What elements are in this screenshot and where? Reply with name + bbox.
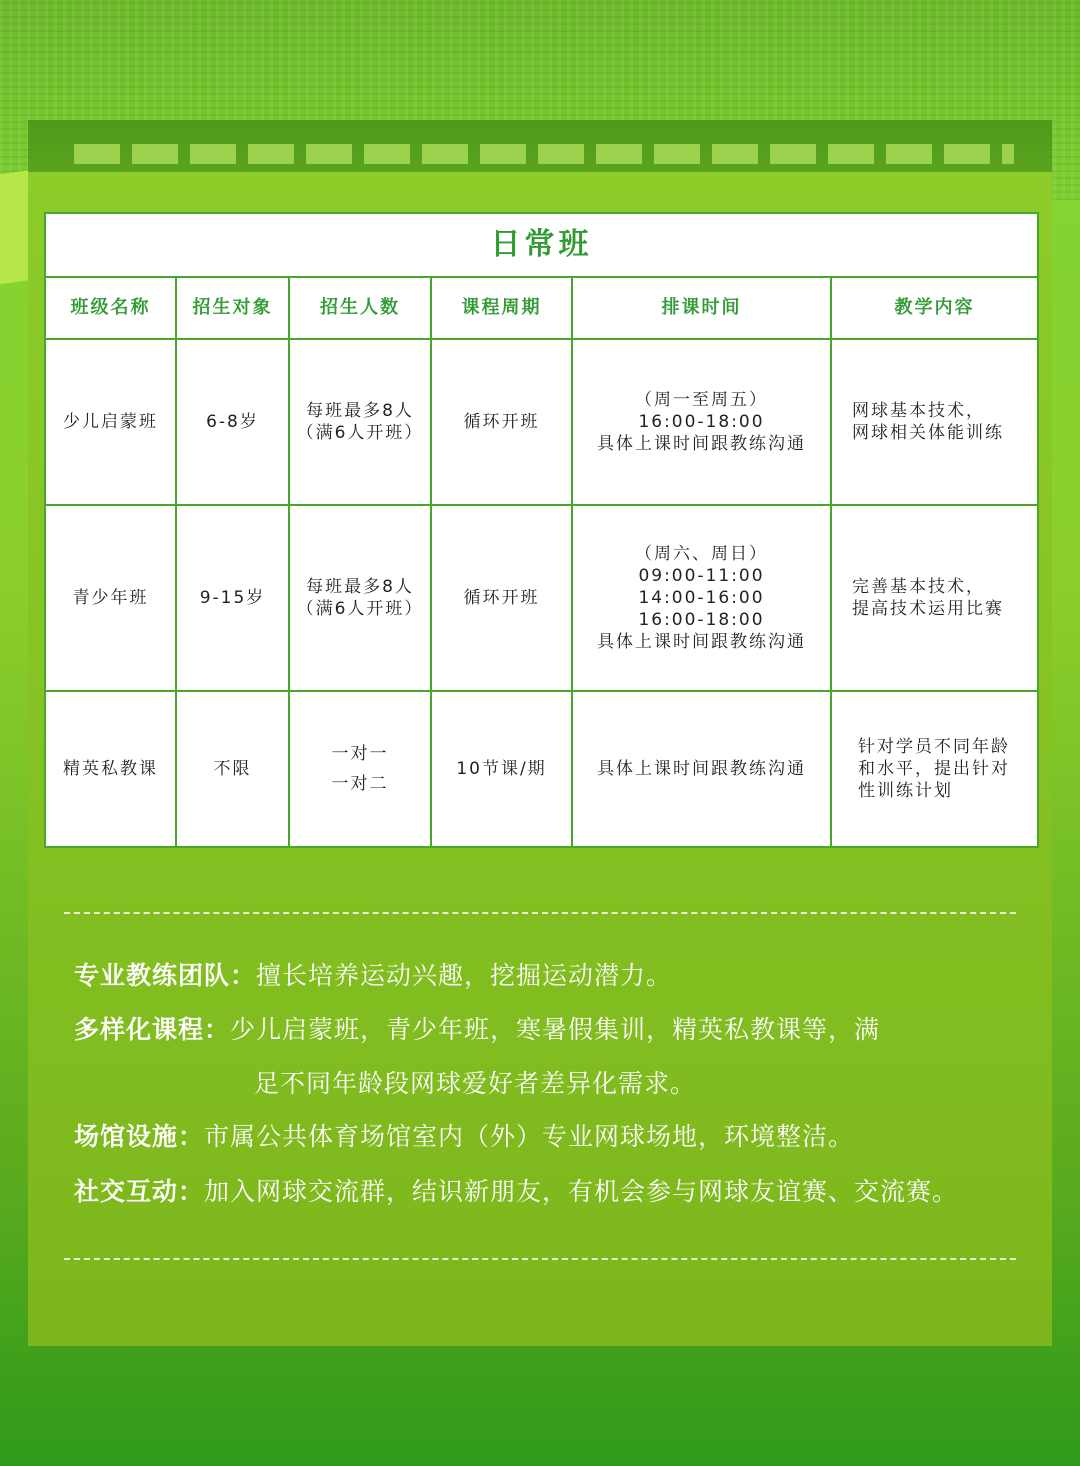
feature-label: 多样化课程： (74, 1015, 231, 1044)
cell-age: 不限 (176, 691, 289, 847)
cell-time (572, 505, 831, 691)
feature-coaching (74, 960, 1014, 992)
time-line: （周一至周五） (635, 390, 768, 410)
cell-time: 具体上课时间跟教练沟通 (572, 691, 831, 847)
content-line: 性训练计划 (858, 781, 953, 801)
header-size: 招生人数 (289, 277, 431, 339)
size-line: （满6人开班） (296, 599, 424, 619)
header-content: 教学内容 (831, 277, 1038, 339)
feature-facilities (74, 1121, 1014, 1153)
table-row (45, 339, 1038, 505)
size-line: 一对一 (331, 744, 389, 764)
header-target: 招生对象 (176, 277, 289, 339)
feature-label: 专业教练团队： (74, 961, 257, 990)
feature-text: 加入网球交流群，结识新朋友，有机会参与网球友谊赛、交流赛。 (204, 1177, 959, 1206)
feature-label: 社交互动： (74, 1177, 205, 1206)
table-title: 日常班 (45, 213, 1038, 277)
header-cycle: 课程周期 (431, 277, 572, 339)
time-line: 具体上课时间跟教练沟通 (597, 632, 806, 652)
content-line: 针对学员不同年龄 (858, 737, 1010, 757)
feature-courses-continued: 足不同年龄段网球爱好者差异化需求。 (254, 1069, 697, 1098)
content-line: 网球基本技术， (852, 401, 985, 421)
time-line: （周六、周日） (635, 544, 768, 564)
cell-cycle: 10节课/期 (431, 691, 572, 847)
size-line: 一对二 (331, 774, 389, 794)
feature-text: 少儿启蒙班，青少年班，寒暑假集训，精英私教课等，满 (230, 1015, 881, 1044)
content-line: 提高技术运用比赛 (852, 599, 1004, 619)
cell-age: 6-8岁 (176, 339, 289, 505)
notch-decoration (74, 144, 1014, 164)
table-row (45, 505, 1038, 691)
panel-header-strip (28, 120, 1052, 172)
size-line: 每班最多8人 (306, 401, 414, 421)
time-line: 16:00-18:00 (638, 610, 765, 630)
time-line: 具体上课时间跟教练沟通 (597, 434, 806, 454)
feature-text: 擅长培养运动兴趣，挖掘运动潜力。 (256, 961, 673, 990)
feature-social (74, 1176, 1014, 1208)
time-line: 16:00-18:00 (638, 412, 765, 432)
cell-size (289, 691, 431, 847)
size-line: （满6人开班） (296, 423, 424, 443)
cell-cycle: 循环开班 (431, 505, 572, 691)
schedule-table (44, 212, 1039, 848)
cell-content (831, 339, 1038, 505)
time-line: 14:00-16:00 (638, 588, 765, 608)
header-time: 排课时间 (572, 277, 831, 339)
divider-top (64, 912, 1016, 914)
feature-courses (74, 1014, 1014, 1046)
content-line: 完善基本技术， (852, 577, 985, 597)
cell-size (289, 339, 431, 505)
size-line: 每班最多8人 (306, 577, 414, 597)
cell-content (831, 505, 1038, 691)
time-line: 09:00-11:00 (638, 566, 765, 586)
cell-name: 精英私教课 (45, 691, 176, 847)
cell-size (289, 505, 431, 691)
feature-label: 场馆设施： (74, 1122, 205, 1151)
cell-age: 9-15岁 (176, 505, 289, 691)
feature-text: 市属公共体育场馆室内（外）专业网球场地，环境整洁。 (204, 1122, 855, 1151)
cell-cycle: 循环开班 (431, 339, 572, 505)
header-row (45, 277, 1038, 339)
cell-content (831, 691, 1038, 847)
table-row (45, 691, 1038, 847)
cell-time (572, 339, 831, 505)
content-line: 网球相关体能训练 (852, 423, 1004, 443)
cell-name: 少儿启蒙班 (45, 339, 176, 505)
header-class-name: 班级名称 (45, 277, 176, 339)
divider-bottom (64, 1258, 1016, 1260)
cell-name: 青少年班 (45, 505, 176, 691)
content-line: 和水平，提出针对 (858, 759, 1010, 779)
